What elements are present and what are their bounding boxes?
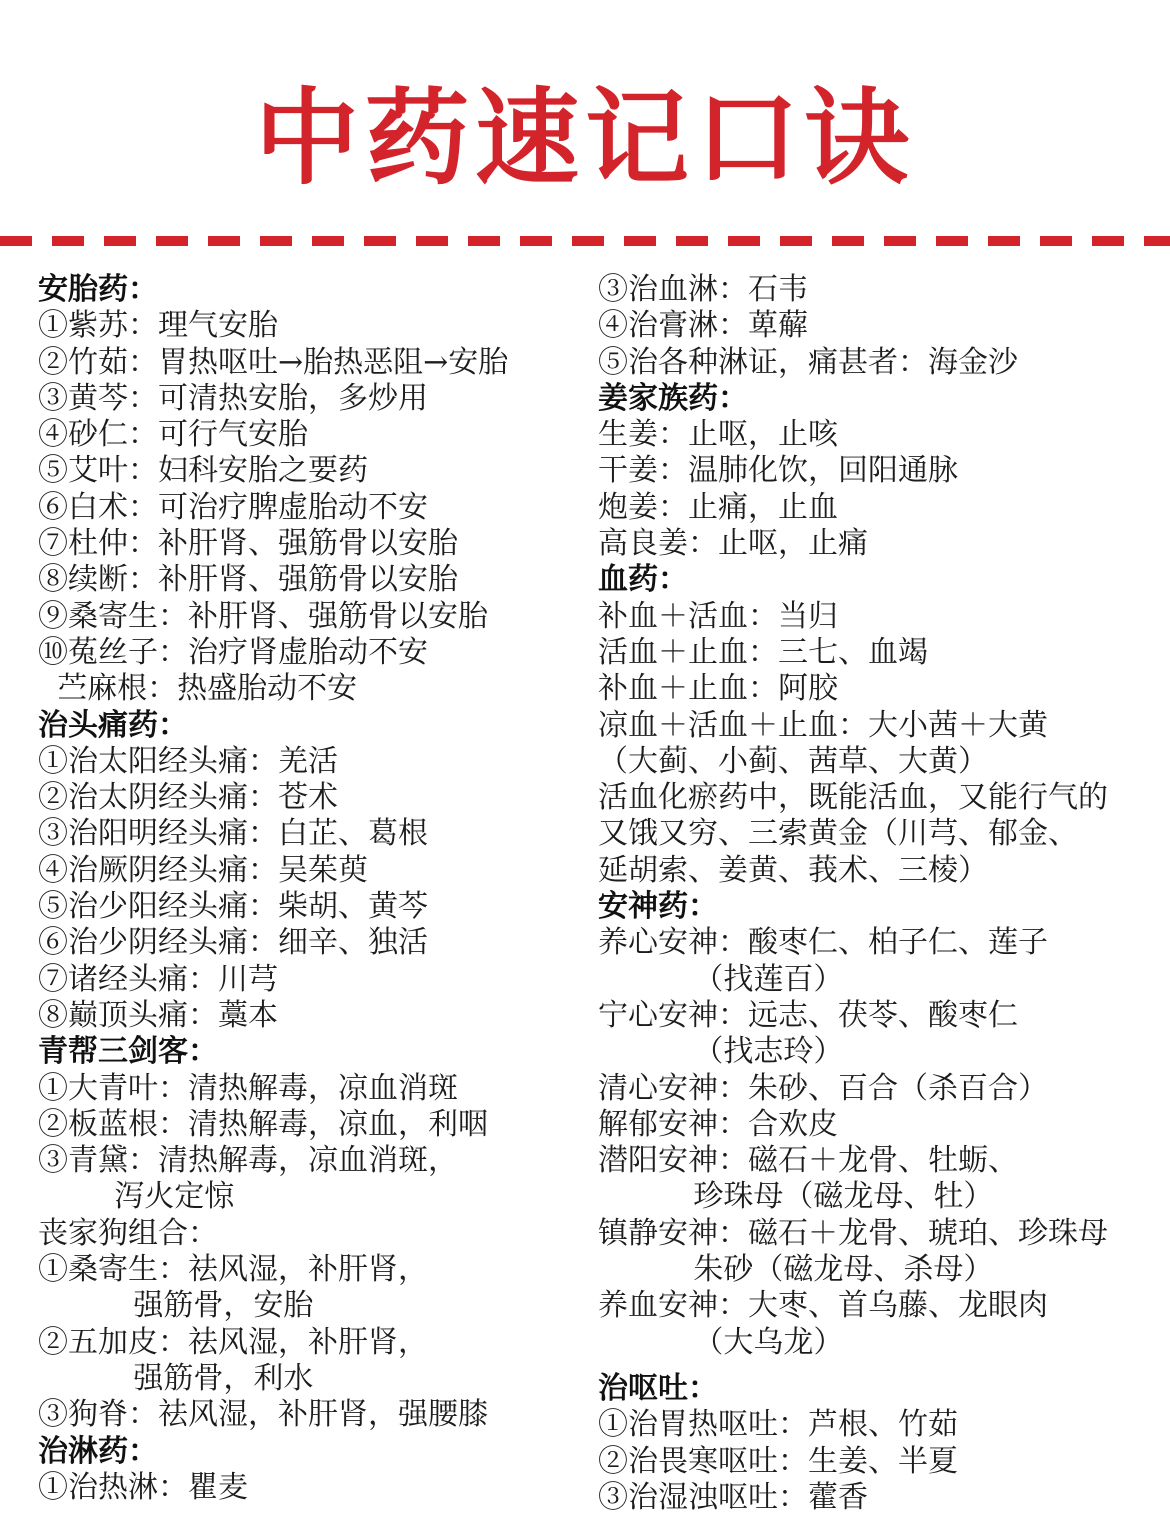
list-item: ②五加皮：祛风湿，补肝肾，: [38, 1324, 428, 1360]
list-item: 朱砂（磁龙母、杀母）: [598, 1252, 994, 1288]
spacer: [598, 1361, 1170, 1371]
list-item: 活血化瘀药中，既能活血，又能行气的: [598, 780, 1108, 816]
list-item: ①治热淋：瞿麦: [38, 1469, 248, 1505]
list-item: ⑧续断：补肝肾、强筋骨以安胎: [38, 562, 458, 598]
list-item: 延胡索、姜黄、莪术、三棱）: [598, 852, 988, 888]
list-item: 补血＋止血：阿胶: [598, 671, 838, 707]
right-column: [598, 272, 1170, 1516]
list-item: ①治胃热呕吐：芦根、竹茹: [598, 1407, 958, 1443]
page-title: 中药速记口诀: [254, 77, 915, 199]
list-item: 养心安神：酸枣仁、柏子仁、莲子: [598, 925, 1048, 961]
section-heading: 安胎药：: [38, 272, 158, 307]
list-item: 镇静安神：磁石＋龙骨、琥珀、珍珠母: [598, 1215, 1108, 1251]
list-item: ①治太阳经头痛：羌活: [38, 743, 338, 779]
list-item: 潜阳安神：磁石＋龙骨、牡蛎、: [598, 1143, 1018, 1179]
list-item: 强筋骨，利水: [38, 1360, 314, 1396]
list-item: 解郁安神：合欢皮: [598, 1106, 838, 1142]
list-item: ①紫苏：理气安胎: [38, 308, 278, 344]
list-item: ④治厥阴经头痛：吴茱萸: [38, 852, 368, 888]
list-item: ⑨桑寄生：补肝肾、强筋骨以安胎: [38, 598, 488, 634]
list-item: 炮姜：止痛，止血: [598, 489, 838, 525]
list-item: （大乌龙）: [598, 1324, 844, 1360]
list-item: 干姜：温肺化饮，回阳通脉: [598, 453, 958, 489]
list-item: ②板蓝根：清热解毒，凉血，利咽: [38, 1106, 488, 1142]
list-item: 补血＋活血：当归: [598, 598, 838, 634]
list-item: ④砂仁：可行气安胎: [38, 417, 308, 453]
list-item: ②治畏寒呕吐：生姜、半夏: [598, 1443, 958, 1479]
list-item: ③狗脊：祛风湿，补肝肾，强腰膝: [38, 1397, 488, 1433]
list-item: 活血＋止血：三七、血竭: [598, 634, 928, 670]
list-item: （找志玲）: [598, 1034, 844, 1070]
list-item: ①大青叶：清热解毒，凉血消斑: [38, 1070, 458, 1106]
list-item: 泻火定惊: [38, 1179, 235, 1215]
list-item: 珍珠母（磁龙母、牡）: [598, 1179, 994, 1215]
list-item: ④治膏淋：萆薢: [598, 308, 808, 344]
list-item: （找莲百）: [598, 961, 844, 997]
list-item: ③治血淋：石韦: [598, 272, 808, 307]
section-heading: 治呕吐：: [598, 1370, 718, 1406]
list-item: ①桑寄生：祛风湿，补肝肾，: [38, 1252, 428, 1288]
list-item: ⑧巅顶头痛：藁本: [38, 997, 278, 1033]
list-item: ⑦诸经头痛：川芎: [38, 961, 278, 997]
list-item: ⑤艾叶：妇科安胎之要药: [38, 453, 368, 489]
list-item: ⑦杜仲：补肝肾、强筋骨以安胎: [38, 526, 458, 562]
section-heading: 血药：: [598, 562, 688, 598]
list-item: ②治太阴经头痛：苍术: [38, 780, 338, 816]
list-item: 又饿又穷、三索黄金（川芎、郁金、: [598, 816, 1078, 852]
list-item: ⑩菟丝子：治疗肾虚胎动不安: [38, 634, 428, 670]
list-item: ②竹茹：胃热呕吐→胎热恶阻→安胎: [38, 344, 509, 380]
list-item: 凉血＋活血＋止血：大小茜＋大黄: [598, 707, 1048, 743]
dashed-divider: [0, 236, 1170, 246]
list-item: ③治阳明经头痛：白芷、葛根: [38, 816, 428, 852]
list-item: 生姜：止呕，止咳: [598, 417, 838, 453]
left-column: [38, 272, 578, 1506]
list-item: 宁心安神：远志、茯苓、酸枣仁: [598, 997, 1018, 1033]
list-item: 清心安神：朱砂、百合（杀百合）: [598, 1070, 1048, 1106]
list-item: ③黄芩：可清热安胎，多炒用: [38, 380, 428, 416]
list-item: ③治湿浊呕吐：藿香: [598, 1479, 868, 1515]
list-item: ③青黛：清热解毒，凉血消斑，: [38, 1143, 458, 1179]
section-heading: 青帮三剑客：: [38, 1034, 218, 1070]
list-item: 丧家狗组合：: [38, 1215, 218, 1251]
list-item: 高良姜：止呕，止痛: [598, 526, 868, 562]
list-item: 养血安神：大枣、首乌藤、龙眼肉: [598, 1288, 1048, 1324]
list-item: ⑤治各种淋证，痛甚者：海金沙: [598, 344, 1018, 380]
section-heading: 姜家族药：: [598, 380, 748, 416]
list-item: ⑥白术：可治疗脾虚胎动不安: [38, 489, 428, 525]
list-item: ⑥治少阴经头痛：细辛、独活: [38, 925, 428, 961]
section-heading: 安神药：: [598, 889, 718, 925]
list-item: ⑤治少阳经头痛：柴胡、黄芩: [38, 889, 428, 925]
list-item: 强筋骨，安胎: [38, 1288, 314, 1324]
section-heading: 治淋药：: [38, 1433, 158, 1469]
list-item: 苎麻根：热盛胎动不安: [38, 671, 358, 707]
section-heading: 治头痛药：: [38, 707, 188, 743]
list-item: （大蓟、小蓟、茜草、大黄）: [598, 743, 988, 779]
